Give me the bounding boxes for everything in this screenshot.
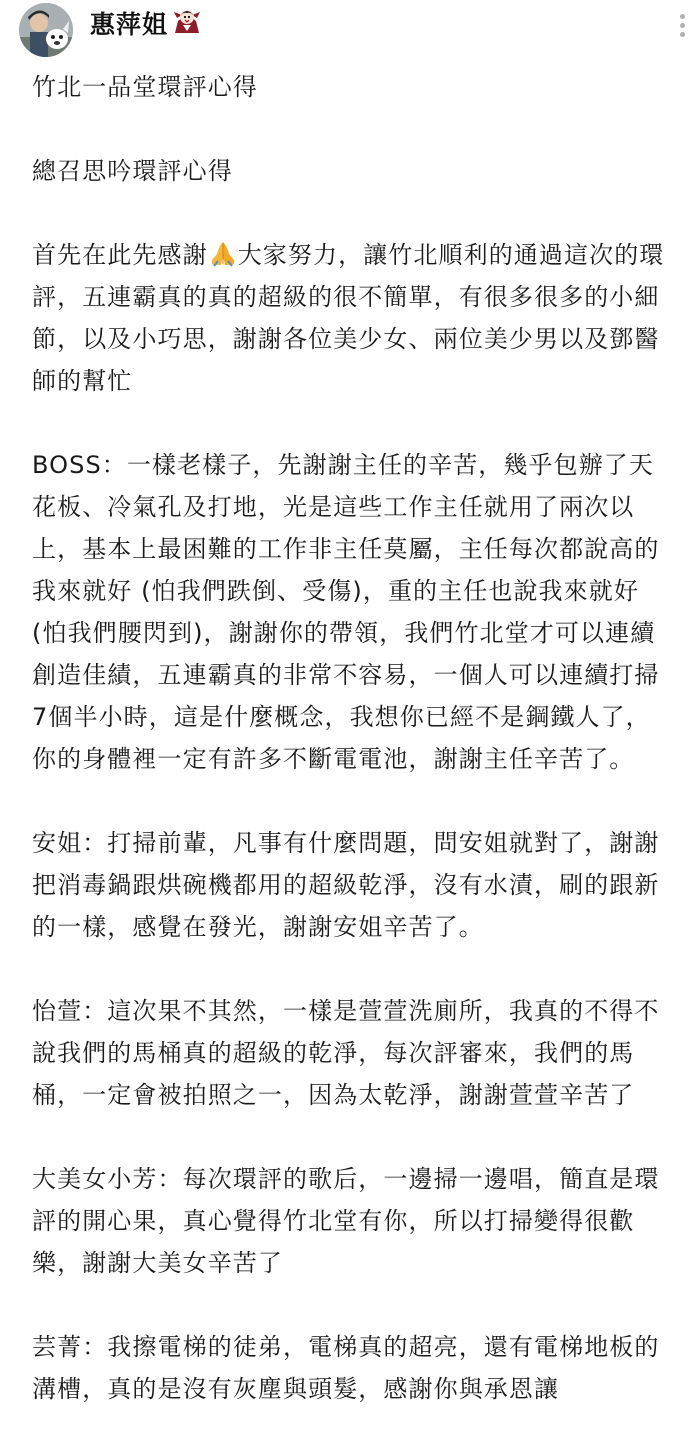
menu-dot-icon <box>680 14 685 19</box>
post-header <box>0 0 700 56</box>
folded-hands-icon <box>209 239 237 267</box>
post-body <box>32 66 668 1452</box>
more-options-button[interactable] <box>676 14 688 42</box>
author-name-text: 惠萍姐 <box>90 10 169 39</box>
xiao-fang-paragraph: 大美女小芳：每次環評的歌后，一邊掃一邊唱，簡直是環評的開心果，真心覺得竹北堂有你，所以打掃變得很歡樂，謝謝大美女辛苦了 <box>32 1165 660 1277</box>
vampire-emoji-icon <box>172 4 202 44</box>
avatar-photo-icon <box>19 3 73 57</box>
post-title: 竹北一品堂環評心得 <box>32 73 258 101</box>
yi-xuan-paragraph: 怡萱：這次果不其然，一樣是萱萱洗廁所，我真的不得不說我們的馬桶真的超級的乾淨，每次評審來，我們的馬桶，一定會被拍照之一，因為太乾淨，謝謝萱萱辛苦了 <box>32 997 660 1109</box>
an-jie-paragraph: 安姐：打掃前輩，凡事有什麼問題，問安姐就對了，謝謝把消毒鍋跟烘碗機都用的超級乾淨，沒有水漬，刷的跟新的一樣，感覺在發光，謝謝安姐辛苦了。 <box>32 829 660 941</box>
post-subtitle: 總召思吟環評心得 <box>32 157 233 185</box>
author-name[interactable] <box>90 7 202 44</box>
intro-text-part1: 首先在此先感謝 <box>32 241 208 269</box>
yun-jing-paragraph: 芸菁：我擦電梯的徒弟，電梯真的超亮，還有電梯地板的溝槽，真的是沒有灰塵與頭髮，感謝你與承恩讓 <box>32 1333 660 1403</box>
menu-dot-icon <box>680 23 685 28</box>
intro-paragraph <box>32 234 668 402</box>
intro-text-part2: 大家努力，讓竹北順利的通過這次的環評，五連霸真的真的超級的很不簡單，有很多很多的小細節，以及小巧思，謝謝各位美少女、兩位美少男以及鄧醫師的幫忙 <box>32 241 665 395</box>
author-avatar[interactable] <box>19 3 73 57</box>
menu-dot-icon <box>680 32 685 37</box>
boss-paragraph: BOSS：一樣老樣子，先謝謝主任的辛苦，幾乎包辦了天花板、冷氣孔及打地，光是這些工作主任就用了兩次以上，基本上最困難的工作非主任莫屬，主任每次都說高的我來就好 (怕我們跌倒、受傷)，重的主任也說我來就好 (怕我們腰閃到)，謝謝你的帶領，我們竹北堂才可以連續創造佳績，五連霸真的非常不容易，一個人可以連續打掃7個半小時，這是什麼概念，我想你已經不是鋼鐵人了，你的身體裡一定有許多不斷電電池，謝謝主任辛苦了。 <box>32 451 660 773</box>
